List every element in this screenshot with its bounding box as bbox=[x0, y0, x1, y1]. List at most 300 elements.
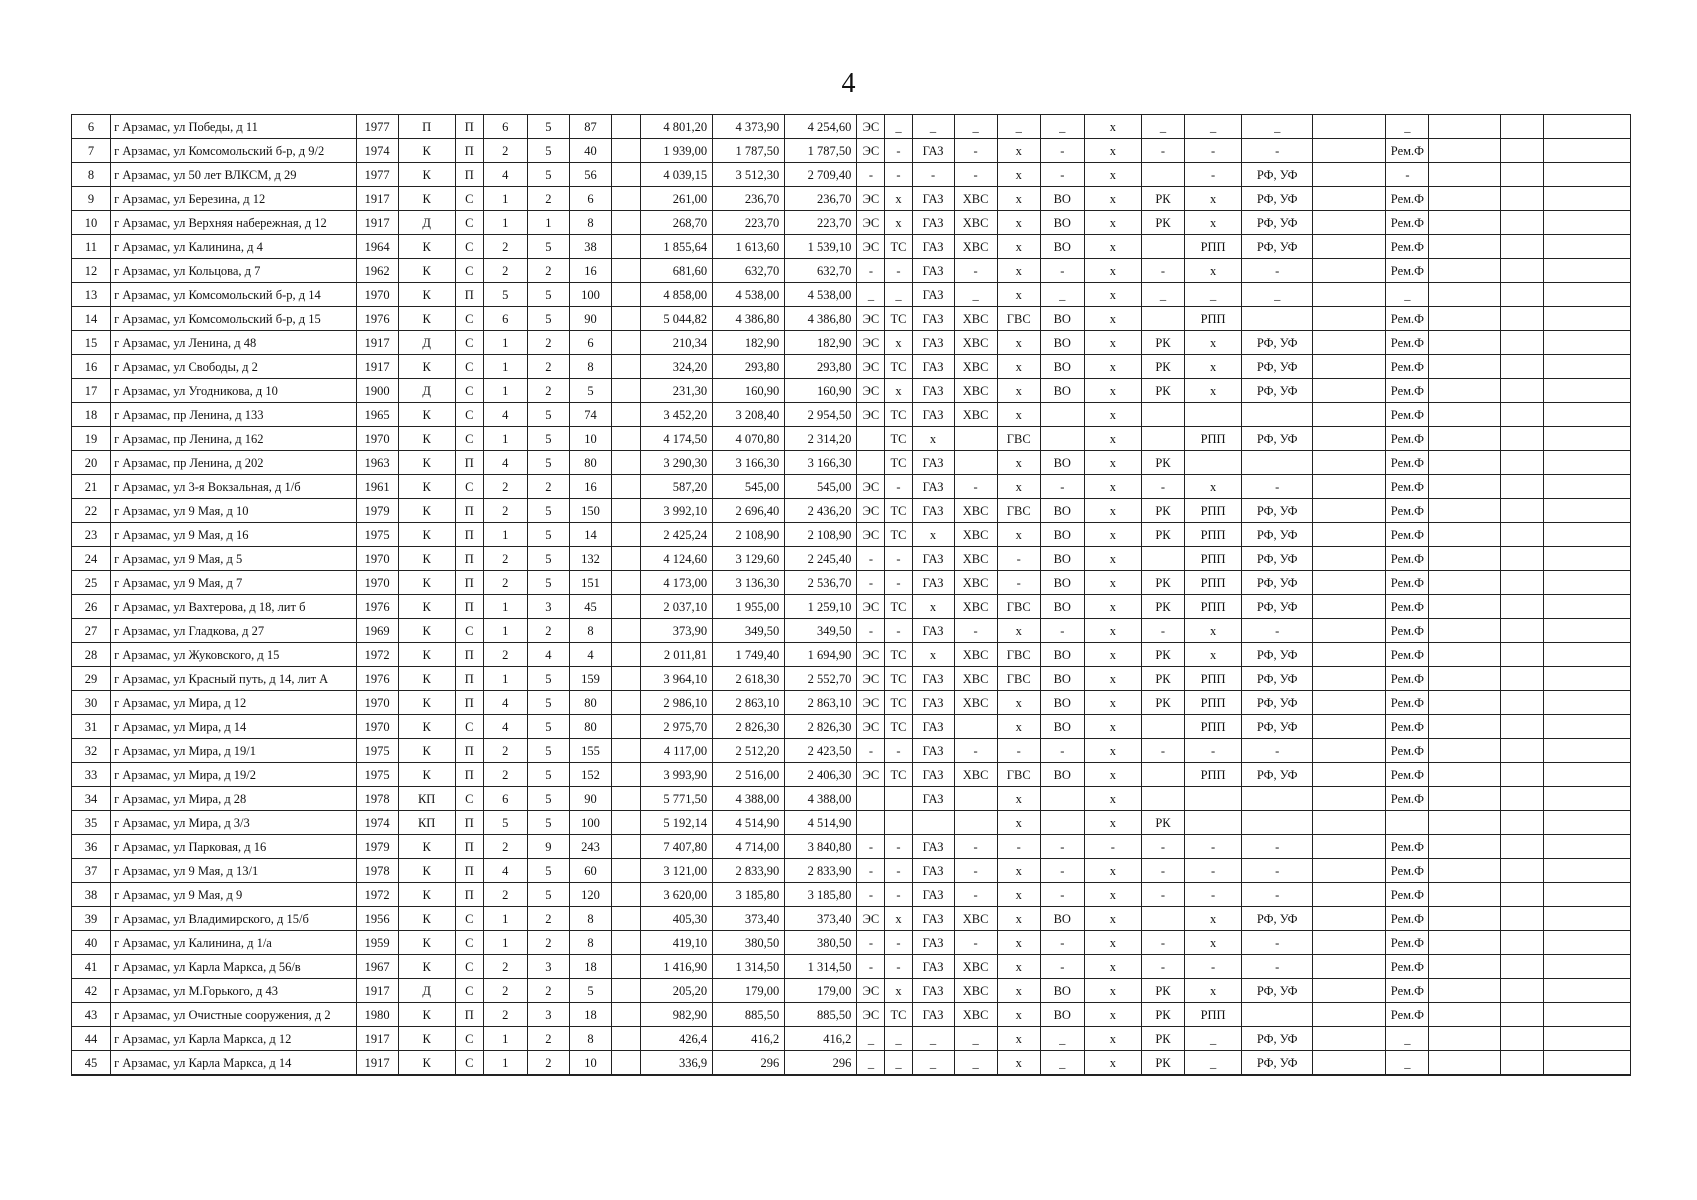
table-cell: П bbox=[455, 691, 483, 715]
table-cell: 5 bbox=[527, 715, 569, 739]
table-cell: 1 314,50 bbox=[713, 955, 785, 979]
table-cell: 1977 bbox=[356, 163, 398, 187]
table-cell: _ bbox=[1185, 283, 1242, 307]
table-cell: 293,80 bbox=[713, 355, 785, 379]
table-cell: 5 bbox=[527, 499, 569, 523]
table-cell: 4 373,90 bbox=[713, 115, 785, 139]
table-cell: 41 bbox=[72, 955, 111, 979]
table-cell: Рем.Ф bbox=[1386, 787, 1429, 811]
table-cell: x bbox=[997, 907, 1040, 931]
table-cell: 296 bbox=[713, 1051, 785, 1076]
table-cell: С bbox=[455, 259, 483, 283]
table-cell: x bbox=[997, 715, 1040, 739]
table-cell: Рем.Ф bbox=[1386, 379, 1429, 403]
table-cell: 29 bbox=[72, 667, 111, 691]
table-cell: x bbox=[1084, 187, 1141, 211]
table-cell bbox=[1313, 811, 1386, 835]
table-cell: РПП bbox=[1185, 595, 1242, 619]
table-cell: 1 259,10 bbox=[785, 595, 857, 619]
table-cell bbox=[612, 523, 641, 547]
table-cell bbox=[1500, 931, 1543, 955]
table-cell: x bbox=[1084, 547, 1141, 571]
table-cell: С bbox=[455, 307, 483, 331]
table-cell: - bbox=[885, 547, 912, 571]
table-cell: - bbox=[1040, 859, 1084, 883]
table-cell bbox=[1313, 163, 1386, 187]
table-cell bbox=[954, 811, 997, 835]
table-row bbox=[72, 691, 1631, 715]
table-cell: 2 bbox=[483, 763, 527, 787]
table-cell bbox=[1313, 739, 1386, 763]
table-cell: 2 863,10 bbox=[785, 691, 857, 715]
table-cell: _ bbox=[1386, 283, 1429, 307]
address-cell: г Арзамас, ул Парковая, д 16 bbox=[111, 835, 356, 859]
table-cell bbox=[1500, 787, 1543, 811]
table-row bbox=[72, 715, 1631, 739]
table-cell: ГАЗ bbox=[912, 355, 954, 379]
table-row bbox=[72, 499, 1631, 523]
table-cell: 4 801,20 bbox=[641, 115, 713, 139]
table-cell: 1962 bbox=[356, 259, 398, 283]
table-cell: 5 bbox=[527, 811, 569, 835]
table-cell bbox=[1429, 403, 1500, 427]
address-cell: г Арзамас, ул Калинина, д 4 bbox=[111, 235, 356, 259]
table-cell: - bbox=[1242, 259, 1313, 283]
table-cell bbox=[1313, 355, 1386, 379]
table-cell: 1956 bbox=[356, 907, 398, 931]
table-cell: x bbox=[997, 1051, 1040, 1076]
table-cell: 155 bbox=[569, 739, 611, 763]
address-cell: г Арзамас, ул Комсомольский б-р, д 14 bbox=[111, 283, 356, 307]
table-cell: 182,90 bbox=[785, 331, 857, 355]
table-cell bbox=[612, 331, 641, 355]
table-cell: 1 613,60 bbox=[713, 235, 785, 259]
table-cell: x bbox=[1084, 571, 1141, 595]
table-row bbox=[72, 643, 1631, 667]
table-row bbox=[72, 475, 1631, 499]
table-cell: - bbox=[1185, 739, 1242, 763]
table-cell: ГАЗ bbox=[912, 451, 954, 475]
table-cell: 179,00 bbox=[785, 979, 857, 1003]
table-cell: Рем.Ф bbox=[1386, 667, 1429, 691]
table-cell: x bbox=[885, 211, 912, 235]
table-cell: ВО bbox=[1040, 691, 1084, 715]
table-cell: 4 388,00 bbox=[785, 787, 857, 811]
table-cell: Рем.Ф bbox=[1386, 835, 1429, 859]
table-cell bbox=[1429, 595, 1500, 619]
table-cell: 261,00 bbox=[641, 187, 713, 211]
table-cell bbox=[1543, 979, 1630, 1003]
table-cell: 2 037,10 bbox=[641, 595, 713, 619]
table-cell: С bbox=[455, 355, 483, 379]
table-cell: 1965 bbox=[356, 403, 398, 427]
table-cell bbox=[1543, 283, 1630, 307]
table-cell bbox=[612, 835, 641, 859]
table-cell: ТС bbox=[885, 715, 912, 739]
address-cell: г Арзамас, ул Красный путь, д 14, лит А bbox=[111, 667, 356, 691]
table-cell: x bbox=[912, 427, 954, 451]
table-row bbox=[72, 331, 1631, 355]
table-cell: ЭС bbox=[857, 1003, 885, 1027]
table-cell bbox=[1429, 235, 1500, 259]
table-cell: 2 826,30 bbox=[785, 715, 857, 739]
table-cell: Рем.Ф bbox=[1386, 427, 1429, 451]
table-cell: 151 bbox=[569, 571, 611, 595]
table-cell: - bbox=[1141, 955, 1184, 979]
table-cell: 45 bbox=[569, 595, 611, 619]
table-cell: ВО bbox=[1040, 643, 1084, 667]
table-cell bbox=[1543, 691, 1630, 715]
table-cell bbox=[1429, 211, 1500, 235]
table-cell: x bbox=[1084, 523, 1141, 547]
table-cell bbox=[1500, 955, 1543, 979]
table-cell: 4 714,00 bbox=[713, 835, 785, 859]
table-cell: К bbox=[398, 499, 455, 523]
table-cell bbox=[1500, 835, 1543, 859]
table-cell: 2 bbox=[483, 571, 527, 595]
table-cell: - bbox=[1185, 835, 1242, 859]
table-cell bbox=[1543, 163, 1630, 187]
table-cell: ВО bbox=[1040, 379, 1084, 403]
table-cell: КП bbox=[398, 787, 455, 811]
table-cell: _ bbox=[912, 115, 954, 139]
table-cell bbox=[1500, 403, 1543, 427]
table-cell: Рем.Ф bbox=[1386, 1003, 1429, 1027]
table-cell: - bbox=[885, 955, 912, 979]
table-cell: К bbox=[398, 1003, 455, 1027]
table-cell bbox=[612, 715, 641, 739]
table-cell bbox=[1543, 571, 1630, 595]
table-cell: ЭС bbox=[857, 235, 885, 259]
table-cell: РФ, УФ bbox=[1242, 211, 1313, 235]
table-cell: 3 620,00 bbox=[641, 883, 713, 907]
table-cell: Рем.Ф bbox=[1386, 403, 1429, 427]
table-cell bbox=[1141, 787, 1184, 811]
table-cell: 1 694,90 bbox=[785, 643, 857, 667]
table-cell: С bbox=[455, 787, 483, 811]
table-cell: ВО bbox=[1040, 307, 1084, 331]
table-cell: ГВС bbox=[997, 427, 1040, 451]
table-cell: ВО bbox=[1040, 907, 1084, 931]
table-cell bbox=[1429, 523, 1500, 547]
table-cell: x bbox=[1084, 355, 1141, 379]
table-cell bbox=[1429, 667, 1500, 691]
table-cell: - bbox=[954, 619, 997, 643]
table-cell: 1 bbox=[483, 931, 527, 955]
table-cell: _ bbox=[954, 1027, 997, 1051]
table-row bbox=[72, 979, 1631, 1003]
table-cell: 1967 bbox=[356, 955, 398, 979]
table-cell bbox=[1543, 499, 1630, 523]
table-cell: Д bbox=[398, 211, 455, 235]
table-cell: 2 826,30 bbox=[713, 715, 785, 739]
table-cell: ХВС bbox=[954, 499, 997, 523]
table-cell: 4 bbox=[483, 859, 527, 883]
table-cell: К bbox=[398, 283, 455, 307]
table-cell bbox=[1500, 595, 1543, 619]
table-cell: 1 416,90 bbox=[641, 955, 713, 979]
table-cell bbox=[1543, 139, 1630, 163]
table-cell: ГВС bbox=[997, 499, 1040, 523]
table-cell: 14 bbox=[569, 523, 611, 547]
table-row bbox=[72, 595, 1631, 619]
table-cell bbox=[1040, 787, 1084, 811]
table-cell: 1 539,10 bbox=[785, 235, 857, 259]
table-cell: 426,4 bbox=[641, 1027, 713, 1051]
table-cell bbox=[1141, 547, 1184, 571]
table-cell: x bbox=[1084, 739, 1141, 763]
table-cell bbox=[1543, 595, 1630, 619]
table-row bbox=[72, 1051, 1631, 1076]
table-cell: ХВС bbox=[954, 355, 997, 379]
table-cell: - bbox=[1040, 739, 1084, 763]
table-cell: РК bbox=[1141, 667, 1184, 691]
table-cell: x bbox=[912, 595, 954, 619]
table-cell: x bbox=[997, 211, 1040, 235]
table-cell: 5 bbox=[527, 235, 569, 259]
table-cell: 1 955,00 bbox=[713, 595, 785, 619]
table-cell: 885,50 bbox=[785, 1003, 857, 1027]
table-cell: РК bbox=[1141, 499, 1184, 523]
table-cell bbox=[1500, 643, 1543, 667]
table-cell: РФ, УФ bbox=[1242, 763, 1313, 787]
table-cell: 1 bbox=[483, 187, 527, 211]
table-cell bbox=[1429, 955, 1500, 979]
table-cell: 2 423,50 bbox=[785, 739, 857, 763]
table-cell: x bbox=[1185, 355, 1242, 379]
address-cell: г Арзамас, ул 9 Мая, д 16 bbox=[111, 523, 356, 547]
table-cell: 632,70 bbox=[785, 259, 857, 283]
address-cell: г Арзамас, ул 50 лет ВЛКСМ, д 29 bbox=[111, 163, 356, 187]
table-cell: - bbox=[857, 571, 885, 595]
address-cell: г Арзамас, ул Владимирского, д 15/б bbox=[111, 907, 356, 931]
table-cell: Рем.Ф bbox=[1386, 475, 1429, 499]
table-cell: x bbox=[997, 139, 1040, 163]
table-cell bbox=[612, 763, 641, 787]
table-cell: 5 bbox=[527, 163, 569, 187]
table-cell: С bbox=[455, 427, 483, 451]
table-cell: 11 bbox=[72, 235, 111, 259]
table-cell: 1975 bbox=[356, 739, 398, 763]
table-cell: x bbox=[1084, 619, 1141, 643]
table-cell: ВО bbox=[1040, 235, 1084, 259]
table-row bbox=[72, 907, 1631, 931]
table-cell: РФ, УФ bbox=[1242, 1027, 1313, 1051]
table-cell: 1977 bbox=[356, 115, 398, 139]
table-cell: 5 bbox=[527, 883, 569, 907]
table-row bbox=[72, 211, 1631, 235]
table-cell: _ bbox=[1242, 283, 1313, 307]
table-cell: 4 124,60 bbox=[641, 547, 713, 571]
table-cell: x bbox=[1185, 931, 1242, 955]
table-cell: _ bbox=[997, 115, 1040, 139]
table-cell: РПП bbox=[1185, 691, 1242, 715]
table-cell bbox=[1429, 115, 1500, 139]
table-cell: РФ, УФ bbox=[1242, 715, 1313, 739]
table-cell: 5 bbox=[527, 523, 569, 547]
table-cell: _ bbox=[857, 1027, 885, 1051]
table-cell: ХВС bbox=[954, 643, 997, 667]
table-cell: 2 512,20 bbox=[713, 739, 785, 763]
table-cell bbox=[1141, 763, 1184, 787]
table-cell: РК bbox=[1141, 1051, 1184, 1076]
table-cell: 4 bbox=[483, 403, 527, 427]
table-cell: 3 bbox=[527, 955, 569, 979]
address-cell: г Арзамас, ул Верхняя набережная, д 12 bbox=[111, 211, 356, 235]
table-cell: ГВС bbox=[997, 763, 1040, 787]
table-cell: 632,70 bbox=[713, 259, 785, 283]
table-cell: _ bbox=[1040, 1051, 1084, 1076]
table-cell: 5 bbox=[527, 787, 569, 811]
table-cell: 1976 bbox=[356, 595, 398, 619]
table-cell: ТС bbox=[885, 667, 912, 691]
table-cell: С bbox=[455, 211, 483, 235]
table-cell: РК bbox=[1141, 1003, 1184, 1027]
table-cell: РК bbox=[1141, 187, 1184, 211]
table-cell bbox=[1543, 115, 1630, 139]
table-cell: ГАЗ bbox=[912, 835, 954, 859]
table-cell: - bbox=[885, 163, 912, 187]
table-cell: x bbox=[997, 235, 1040, 259]
table-cell: 6 bbox=[72, 115, 111, 139]
table-cell bbox=[612, 691, 641, 715]
table-cell: 26 bbox=[72, 595, 111, 619]
table-cell: 37 bbox=[72, 859, 111, 883]
table-cell bbox=[612, 931, 641, 955]
table-cell bbox=[1543, 715, 1630, 739]
table-cell: С bbox=[455, 379, 483, 403]
table-cell: 19 bbox=[72, 427, 111, 451]
address-cell: г Арзамас, ул 9 Мая, д 9 bbox=[111, 883, 356, 907]
table-cell: 8 bbox=[569, 931, 611, 955]
table-cell bbox=[1543, 211, 1630, 235]
table-cell: 18 bbox=[569, 1003, 611, 1027]
table-cell: 1980 bbox=[356, 1003, 398, 1027]
table-cell bbox=[1040, 427, 1084, 451]
table-cell bbox=[1313, 115, 1386, 139]
table-cell: К bbox=[398, 547, 455, 571]
table-cell: ГАЗ bbox=[912, 715, 954, 739]
table-cell: 4 386,80 bbox=[785, 307, 857, 331]
table-cell: 4 858,00 bbox=[641, 283, 713, 307]
table-cell: _ bbox=[1141, 283, 1184, 307]
table-cell bbox=[1313, 211, 1386, 235]
table-cell: x bbox=[1084, 1003, 1141, 1027]
table-cell: С bbox=[455, 187, 483, 211]
table-cell: x bbox=[1084, 1051, 1141, 1076]
table-cell: П bbox=[455, 1003, 483, 1027]
table-cell: РФ, УФ bbox=[1242, 499, 1313, 523]
table-cell: 8 bbox=[569, 355, 611, 379]
table-cell: 42 bbox=[72, 979, 111, 1003]
table-cell: К bbox=[398, 667, 455, 691]
table-cell: 2 bbox=[527, 1051, 569, 1076]
table-cell: - bbox=[997, 571, 1040, 595]
table-cell: Рем.Ф bbox=[1386, 595, 1429, 619]
table-cell: ТС bbox=[885, 499, 912, 523]
table-cell: Рем.Ф bbox=[1386, 859, 1429, 883]
table-cell: К bbox=[398, 643, 455, 667]
table-cell: К bbox=[398, 523, 455, 547]
table-cell: 419,10 bbox=[641, 931, 713, 955]
table-cell bbox=[1543, 739, 1630, 763]
table-cell: 3 121,00 bbox=[641, 859, 713, 883]
table-cell: С bbox=[455, 1027, 483, 1051]
table-cell bbox=[612, 619, 641, 643]
table-cell: 2 436,20 bbox=[785, 499, 857, 523]
table-cell bbox=[1141, 235, 1184, 259]
table-cell bbox=[1500, 715, 1543, 739]
table-cell bbox=[1500, 259, 1543, 283]
table-cell: П bbox=[455, 283, 483, 307]
table-cell: x bbox=[885, 331, 912, 355]
table-cell: 1975 bbox=[356, 523, 398, 547]
table-cell bbox=[1141, 307, 1184, 331]
table-cell: П bbox=[455, 451, 483, 475]
table-cell: РК bbox=[1141, 331, 1184, 355]
table-cell bbox=[857, 427, 885, 451]
table-cell: РФ, УФ bbox=[1242, 547, 1313, 571]
table-cell bbox=[1500, 1027, 1543, 1051]
table-cell: 8 bbox=[569, 619, 611, 643]
table-cell: ВО bbox=[1040, 523, 1084, 547]
table-cell: ГАЗ bbox=[912, 691, 954, 715]
table-cell bbox=[1185, 787, 1242, 811]
table-cell bbox=[612, 1051, 641, 1076]
table-cell bbox=[1429, 283, 1500, 307]
table-cell bbox=[1313, 259, 1386, 283]
table-cell: 3 bbox=[527, 595, 569, 619]
table-cell: РК bbox=[1141, 451, 1184, 475]
table-cell: ГАЗ bbox=[912, 931, 954, 955]
table-cell: П bbox=[455, 643, 483, 667]
table-cell: 179,00 bbox=[713, 979, 785, 1003]
table-cell: 2 bbox=[483, 979, 527, 1003]
address-cell: г Арзамас, ул Жуковского, д 15 bbox=[111, 643, 356, 667]
table-cell bbox=[1500, 307, 1543, 331]
table-cell bbox=[1429, 163, 1500, 187]
table-cell: РК bbox=[1141, 979, 1184, 1003]
table-cell bbox=[1543, 547, 1630, 571]
table-cell bbox=[1313, 931, 1386, 955]
table-cell: 3 166,30 bbox=[713, 451, 785, 475]
table-cell: 10 bbox=[569, 1051, 611, 1076]
table-cell bbox=[1500, 475, 1543, 499]
table-cell bbox=[612, 379, 641, 403]
table-cell bbox=[1313, 979, 1386, 1003]
table-cell: _ bbox=[1040, 115, 1084, 139]
table-cell: Рем.Ф bbox=[1386, 691, 1429, 715]
table-cell bbox=[1313, 379, 1386, 403]
table-cell: 2 bbox=[483, 835, 527, 859]
table-cell: РФ, УФ bbox=[1242, 379, 1313, 403]
table-cell bbox=[1543, 1027, 1630, 1051]
table-cell: С bbox=[455, 715, 483, 739]
table-cell: ЭС bbox=[857, 187, 885, 211]
table-cell: x bbox=[997, 475, 1040, 499]
table-cell: РПП bbox=[1185, 523, 1242, 547]
table-cell: ГАЗ bbox=[912, 547, 954, 571]
table-cell: 4 bbox=[569, 643, 611, 667]
table-row bbox=[72, 955, 1631, 979]
table-cell: - bbox=[1242, 619, 1313, 643]
table-cell: x bbox=[1084, 139, 1141, 163]
table-cell: - bbox=[1040, 259, 1084, 283]
table-cell: ХВС bbox=[954, 763, 997, 787]
table-cell bbox=[1313, 571, 1386, 595]
table-cell: - bbox=[1242, 955, 1313, 979]
table-cell: ЭС bbox=[857, 403, 885, 427]
